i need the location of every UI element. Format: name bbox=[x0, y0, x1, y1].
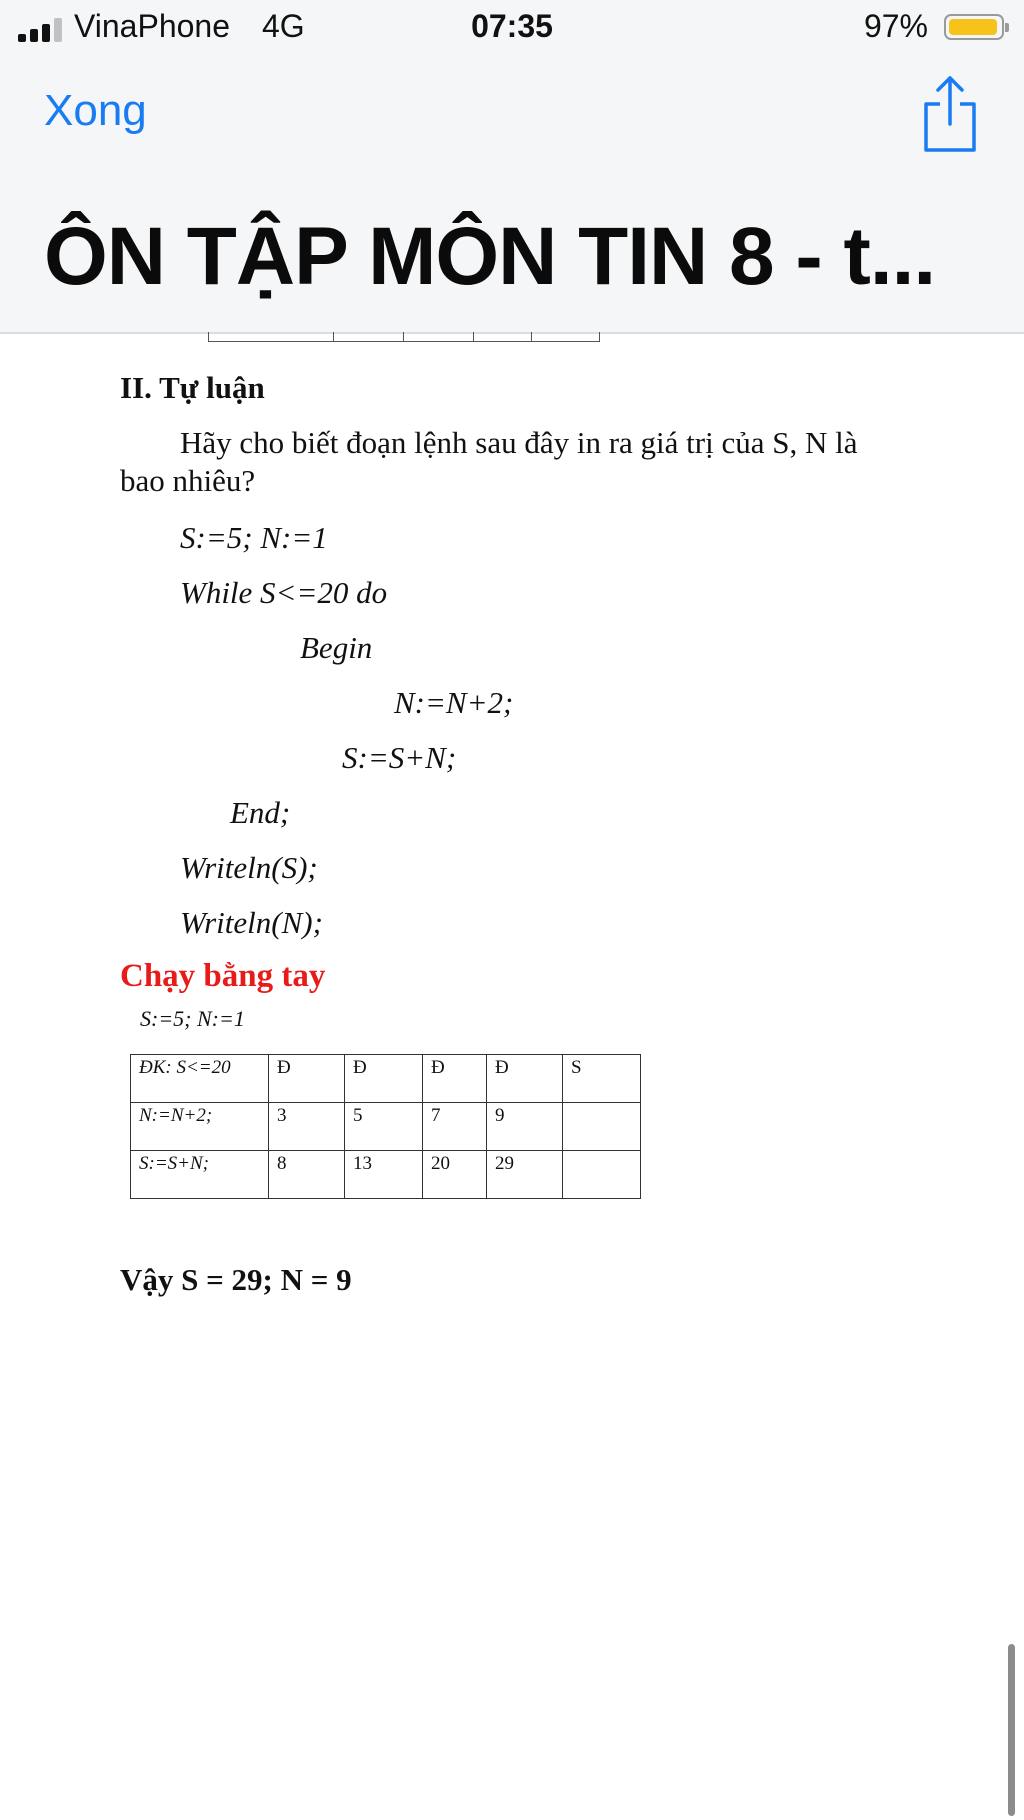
code-line: While S<=20 do bbox=[180, 575, 388, 610]
status-time: 07:35 bbox=[471, 8, 553, 44]
table-cell: S bbox=[563, 1055, 641, 1103]
table-cell: 20 bbox=[423, 1151, 487, 1199]
trace-heading: Chạy bằng tay bbox=[120, 958, 326, 994]
code-line: Writeln(S); bbox=[180, 850, 318, 885]
trace-table bbox=[130, 1054, 641, 1199]
code-line: N:=N+2; bbox=[394, 685, 514, 720]
table-cell: ĐK: S<=20 bbox=[131, 1055, 269, 1103]
code-line: S:=5; N:=1 bbox=[180, 520, 328, 555]
question-text: Hãy cho biết đoạn lệnh sau đây in ra giá trị của S, N là bao nhiêu? bbox=[120, 425, 858, 498]
document-page[interactable] bbox=[0, 334, 1024, 1820]
done-button[interactable]: Xong bbox=[44, 86, 147, 135]
table-cell bbox=[563, 1103, 641, 1151]
table-cell: 8 bbox=[269, 1151, 345, 1199]
network-type: 4G bbox=[262, 8, 305, 44]
table-row bbox=[131, 1103, 641, 1151]
section-heading: II. Tự luận bbox=[120, 370, 265, 405]
table-cell: Đ bbox=[269, 1055, 345, 1103]
code-line: End; bbox=[230, 795, 291, 830]
table-cell: 7 bbox=[423, 1103, 487, 1151]
table-cell: Đ bbox=[423, 1055, 487, 1103]
trace-init: S:=5; N:=1 bbox=[140, 1006, 245, 1031]
conclusion-text: Vậy S = 29; N = 9 bbox=[120, 1262, 352, 1297]
table-cell: 29 bbox=[487, 1151, 563, 1199]
table-cell: N:=N+2; bbox=[131, 1103, 269, 1151]
code-line: Writeln(N); bbox=[180, 905, 323, 940]
table-cell: Đ bbox=[487, 1055, 563, 1103]
battery-percent: 97% bbox=[863, 8, 928, 44]
previous-table-edge bbox=[208, 332, 600, 342]
code-line: S:=S+N; bbox=[342, 740, 457, 775]
table-cell: 5 bbox=[345, 1103, 423, 1151]
table-cell: 9 bbox=[487, 1103, 563, 1151]
table-row bbox=[131, 1151, 641, 1199]
battery-icon bbox=[944, 14, 1004, 40]
carrier-name: VinaPhone bbox=[74, 8, 230, 44]
viewer-header bbox=[0, 0, 1024, 334]
document-title: ÔN TẬP MÔN TIN 8 - t... bbox=[44, 211, 936, 302]
share-icon[interactable] bbox=[918, 74, 982, 154]
table-row bbox=[131, 1055, 641, 1103]
status-bar bbox=[0, 0, 1024, 56]
table-cell: 3 bbox=[269, 1103, 345, 1151]
scroll-indicator[interactable] bbox=[1008, 1644, 1015, 1816]
code-line: Begin bbox=[300, 630, 373, 665]
table-cell bbox=[563, 1151, 641, 1199]
table-cell: Đ bbox=[345, 1055, 423, 1103]
table-cell: S:=S+N; bbox=[131, 1151, 269, 1199]
table-cell: 13 bbox=[345, 1151, 423, 1199]
